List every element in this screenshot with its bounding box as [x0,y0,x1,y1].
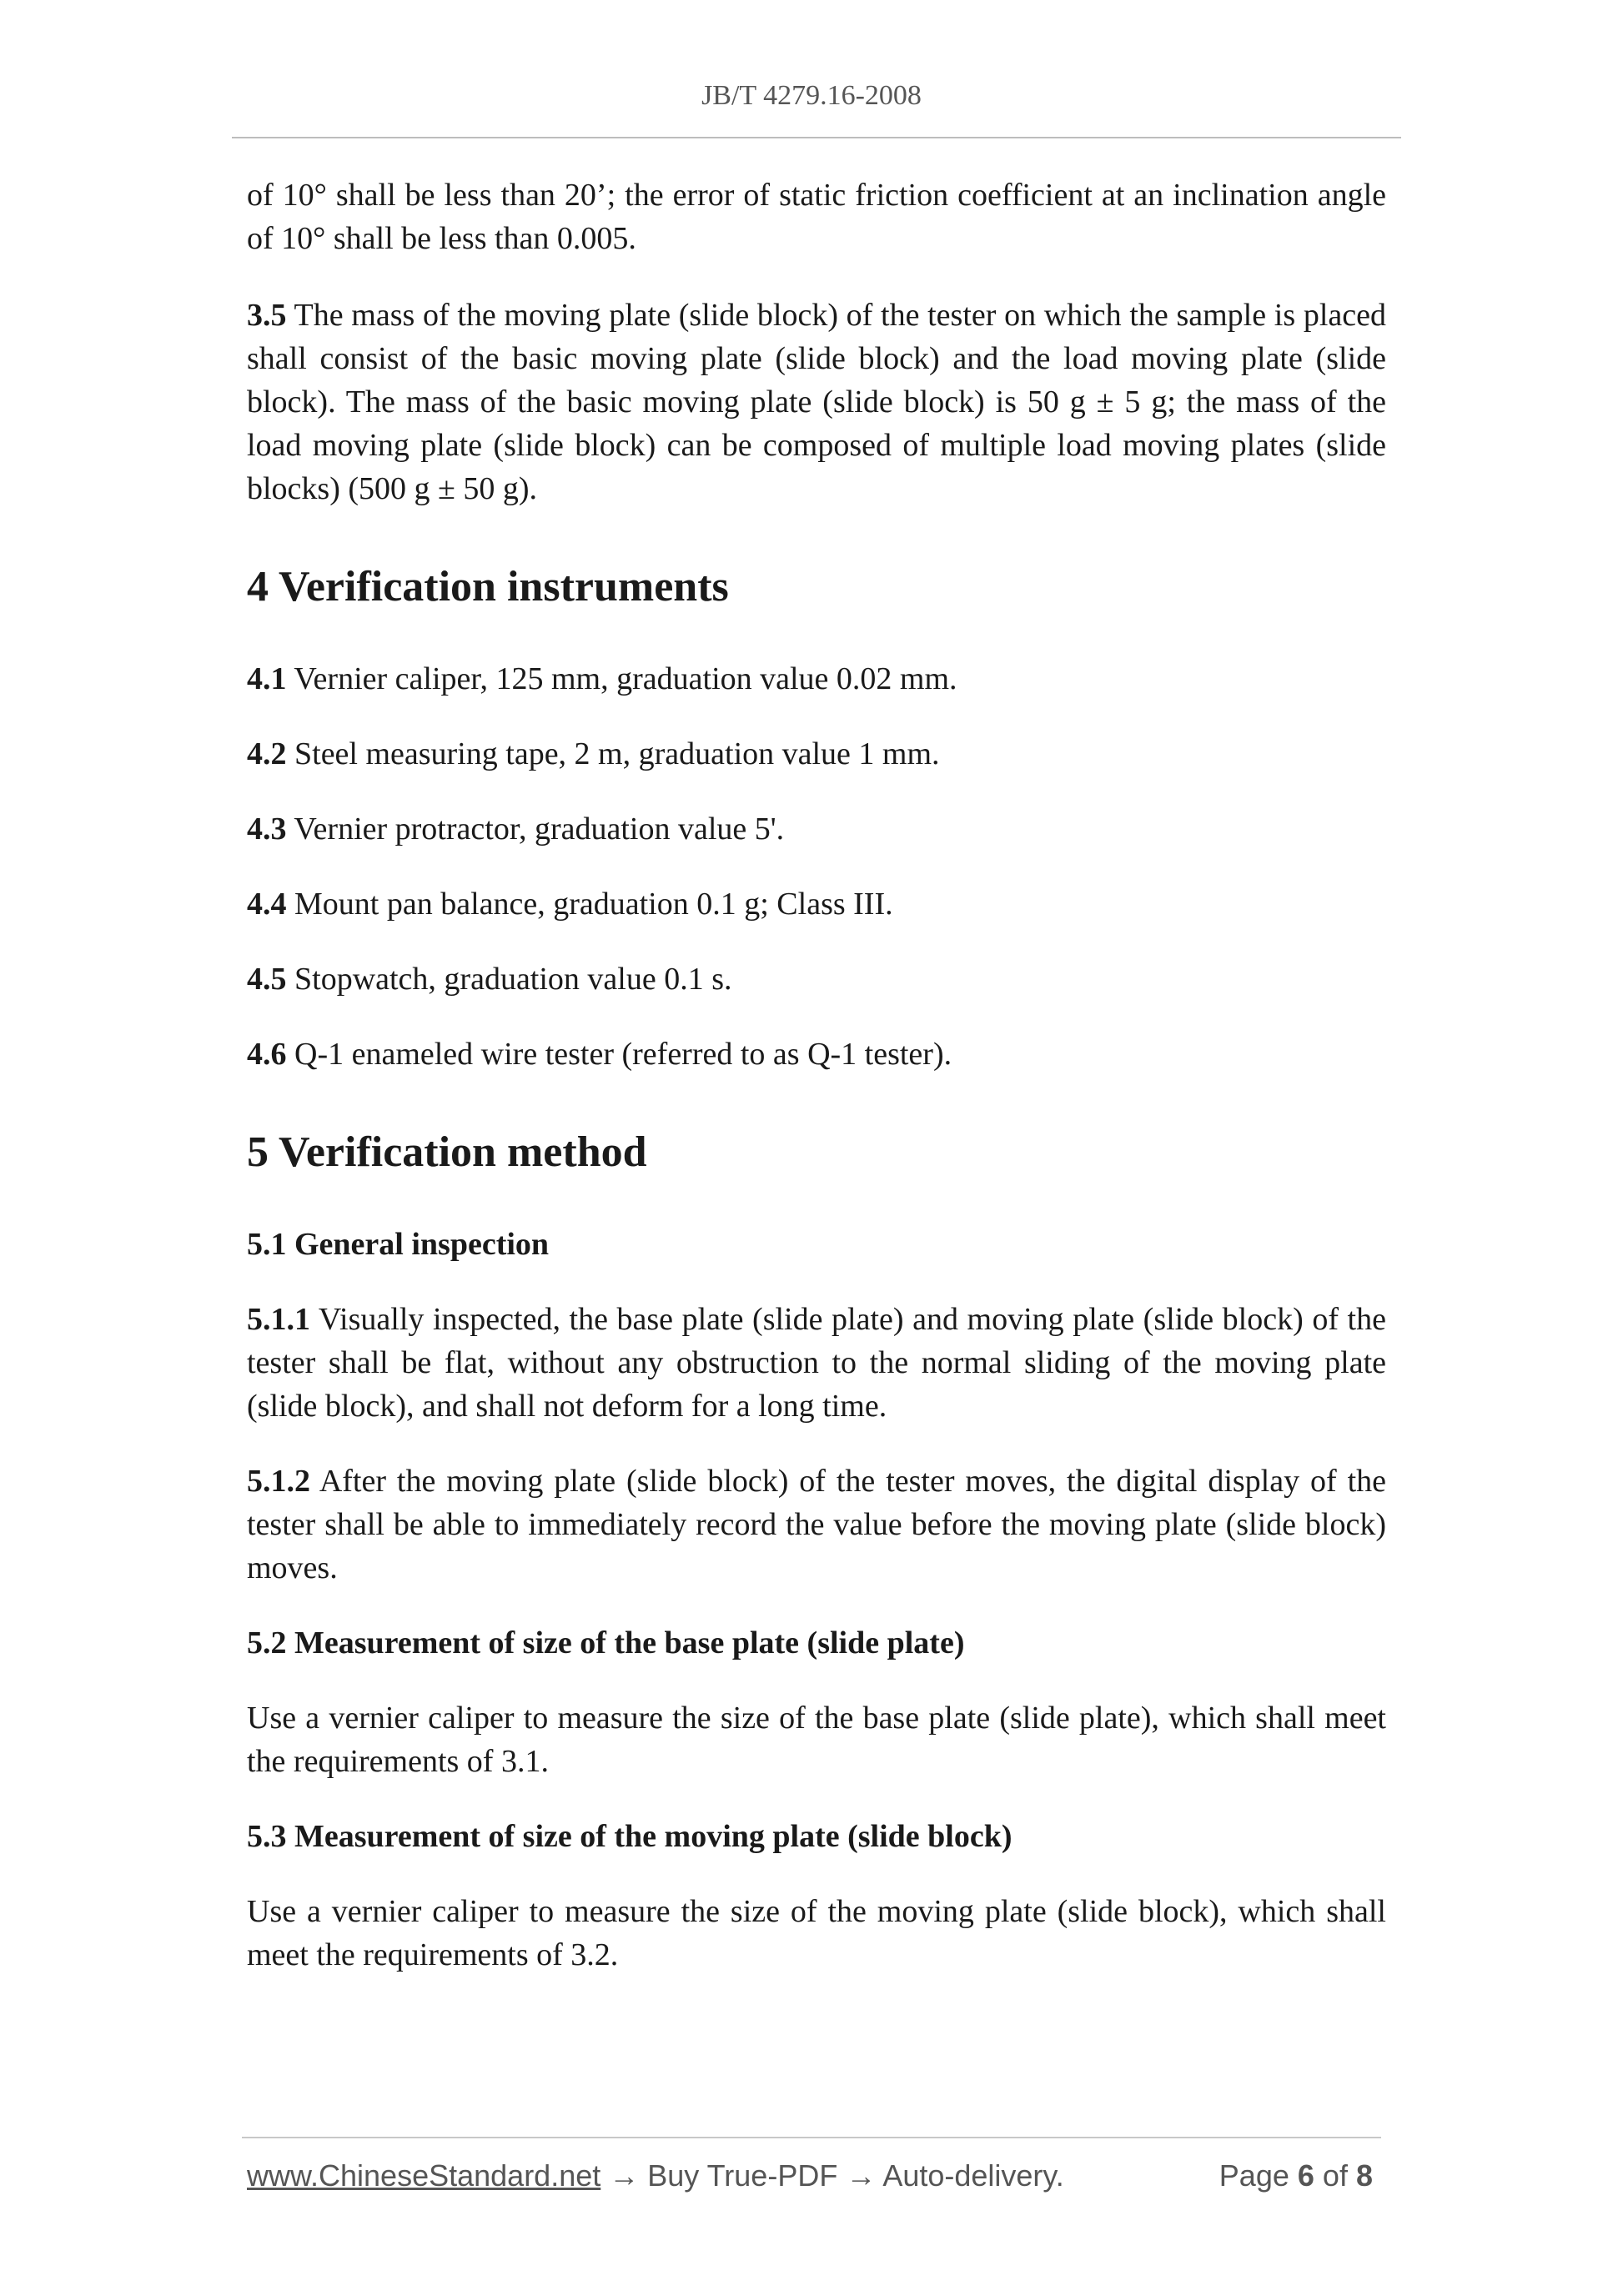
clause-number: 4.2 [247,736,287,771]
clause-number: 4.4 [247,887,287,922]
clause-text: Vernier protractor, graduation value 5'. [294,811,785,847]
clause-number: 4.6 [247,1037,287,1072]
section-4-heading: 4 Verification instruments [247,563,729,610]
clause-4-2 [247,732,1386,776]
clause-number: 4.5 [247,962,287,997]
page-of-label: of [1322,2158,1348,2193]
footer-promo-text: → Buy True-PDF → Auto-delivery. [600,2158,1064,2193]
clause-number: 4.3 [247,811,287,847]
clause-4-1 [247,657,1386,701]
document-header: JB/T 4279.16-2008 [701,80,922,111]
clause-text: Mount pan balance, graduation 0.1 g; Class III. [294,887,893,922]
clause-number: 5.1.2 [247,1464,310,1499]
footer-promo [247,2158,1064,2193]
page-total: 8 [1355,2158,1373,2193]
subsection-5-2-heading: 5.2 Measurement of size of the base plate (slide plate) [247,1625,965,1660]
website-link[interactable]: www.ChineseStandard.net [247,2158,601,2193]
clause-text: The mass of the moving plate (slide block) of the tester on which the sample is placed shall consist of the basic moving plate (slide block) and the load moving plate (slide block). The mass of the basic moving plate (slide block) is 50 g ± 5 g; the mass of the load moving plate (slide block) can be composed of multiple load moving plates (slide blocks) (500 g ± 50 g). [247,298,1386,506]
clause-text: After the moving plate (slide block) of the tester moves, the digital display of the tester shall be able to immediately record the value before the moving plate (slide block) moves. [247,1464,1386,1585]
clause-3-5 [247,294,1386,510]
header-divider [232,137,1401,138]
page-indicator [1219,2158,1373,2193]
clause-text: Steel measuring tape, 2 m, graduation value 1 mm. [294,736,940,771]
clause-number: 4.1 [247,661,287,696]
subsection-5-1-heading: 5.1 General inspection [247,1227,550,1262]
page-label: Page [1219,2158,1289,2193]
clause-text: Visually inspected, the base plate (slide plate) and moving plate (slide block) of the tester shall be flat, without any obstruction to the normal sliding of the moving plate (slide block), and shall not deform for a long time. [247,1302,1386,1424]
clause-text: Q-1 enameled wire tester (referred to as Q-1 tester). [294,1037,952,1072]
footer-divider [242,2137,1381,2138]
clause-number: 3.5 [247,298,287,333]
document-body [247,173,1386,2008]
clause-5-3-text: Use a vernier caliper to measure the size of the moving plate (slide block), which shall meet the requirements of 3.2. [247,1894,1386,1972]
clause-4-5 [247,957,1386,1001]
clause-4-4 [247,882,1386,926]
section-5-heading: 5 Verification method [247,1128,647,1176]
clause-text: Vernier caliper, 125 mm, graduation value 0.02 mm. [294,661,957,696]
clause-4-6 [247,1032,1386,1076]
clause-5-1-2 [247,1459,1386,1590]
page-current: 6 [1297,2158,1314,2193]
subsection-5-3-heading: 5.3 Measurement of size of the moving plate (slide block) [247,1819,1012,1854]
clause-5-2-text: Use a vernier caliper to measure the size of the base plate (slide plate), which shall meet the requirements of 3.1. [247,1701,1386,1779]
clause-text: Stopwatch, graduation value 0.1 s. [294,962,732,997]
clause-number: 5.1.1 [247,1302,310,1337]
clause-4-3 [247,807,1386,851]
clause-5-1-1 [247,1298,1386,1428]
intro-paragraph: of 10° shall be less than 20’; the error of static friction coefficient at an inclination angle of 10° shall be less than 0.005. [247,178,1386,256]
